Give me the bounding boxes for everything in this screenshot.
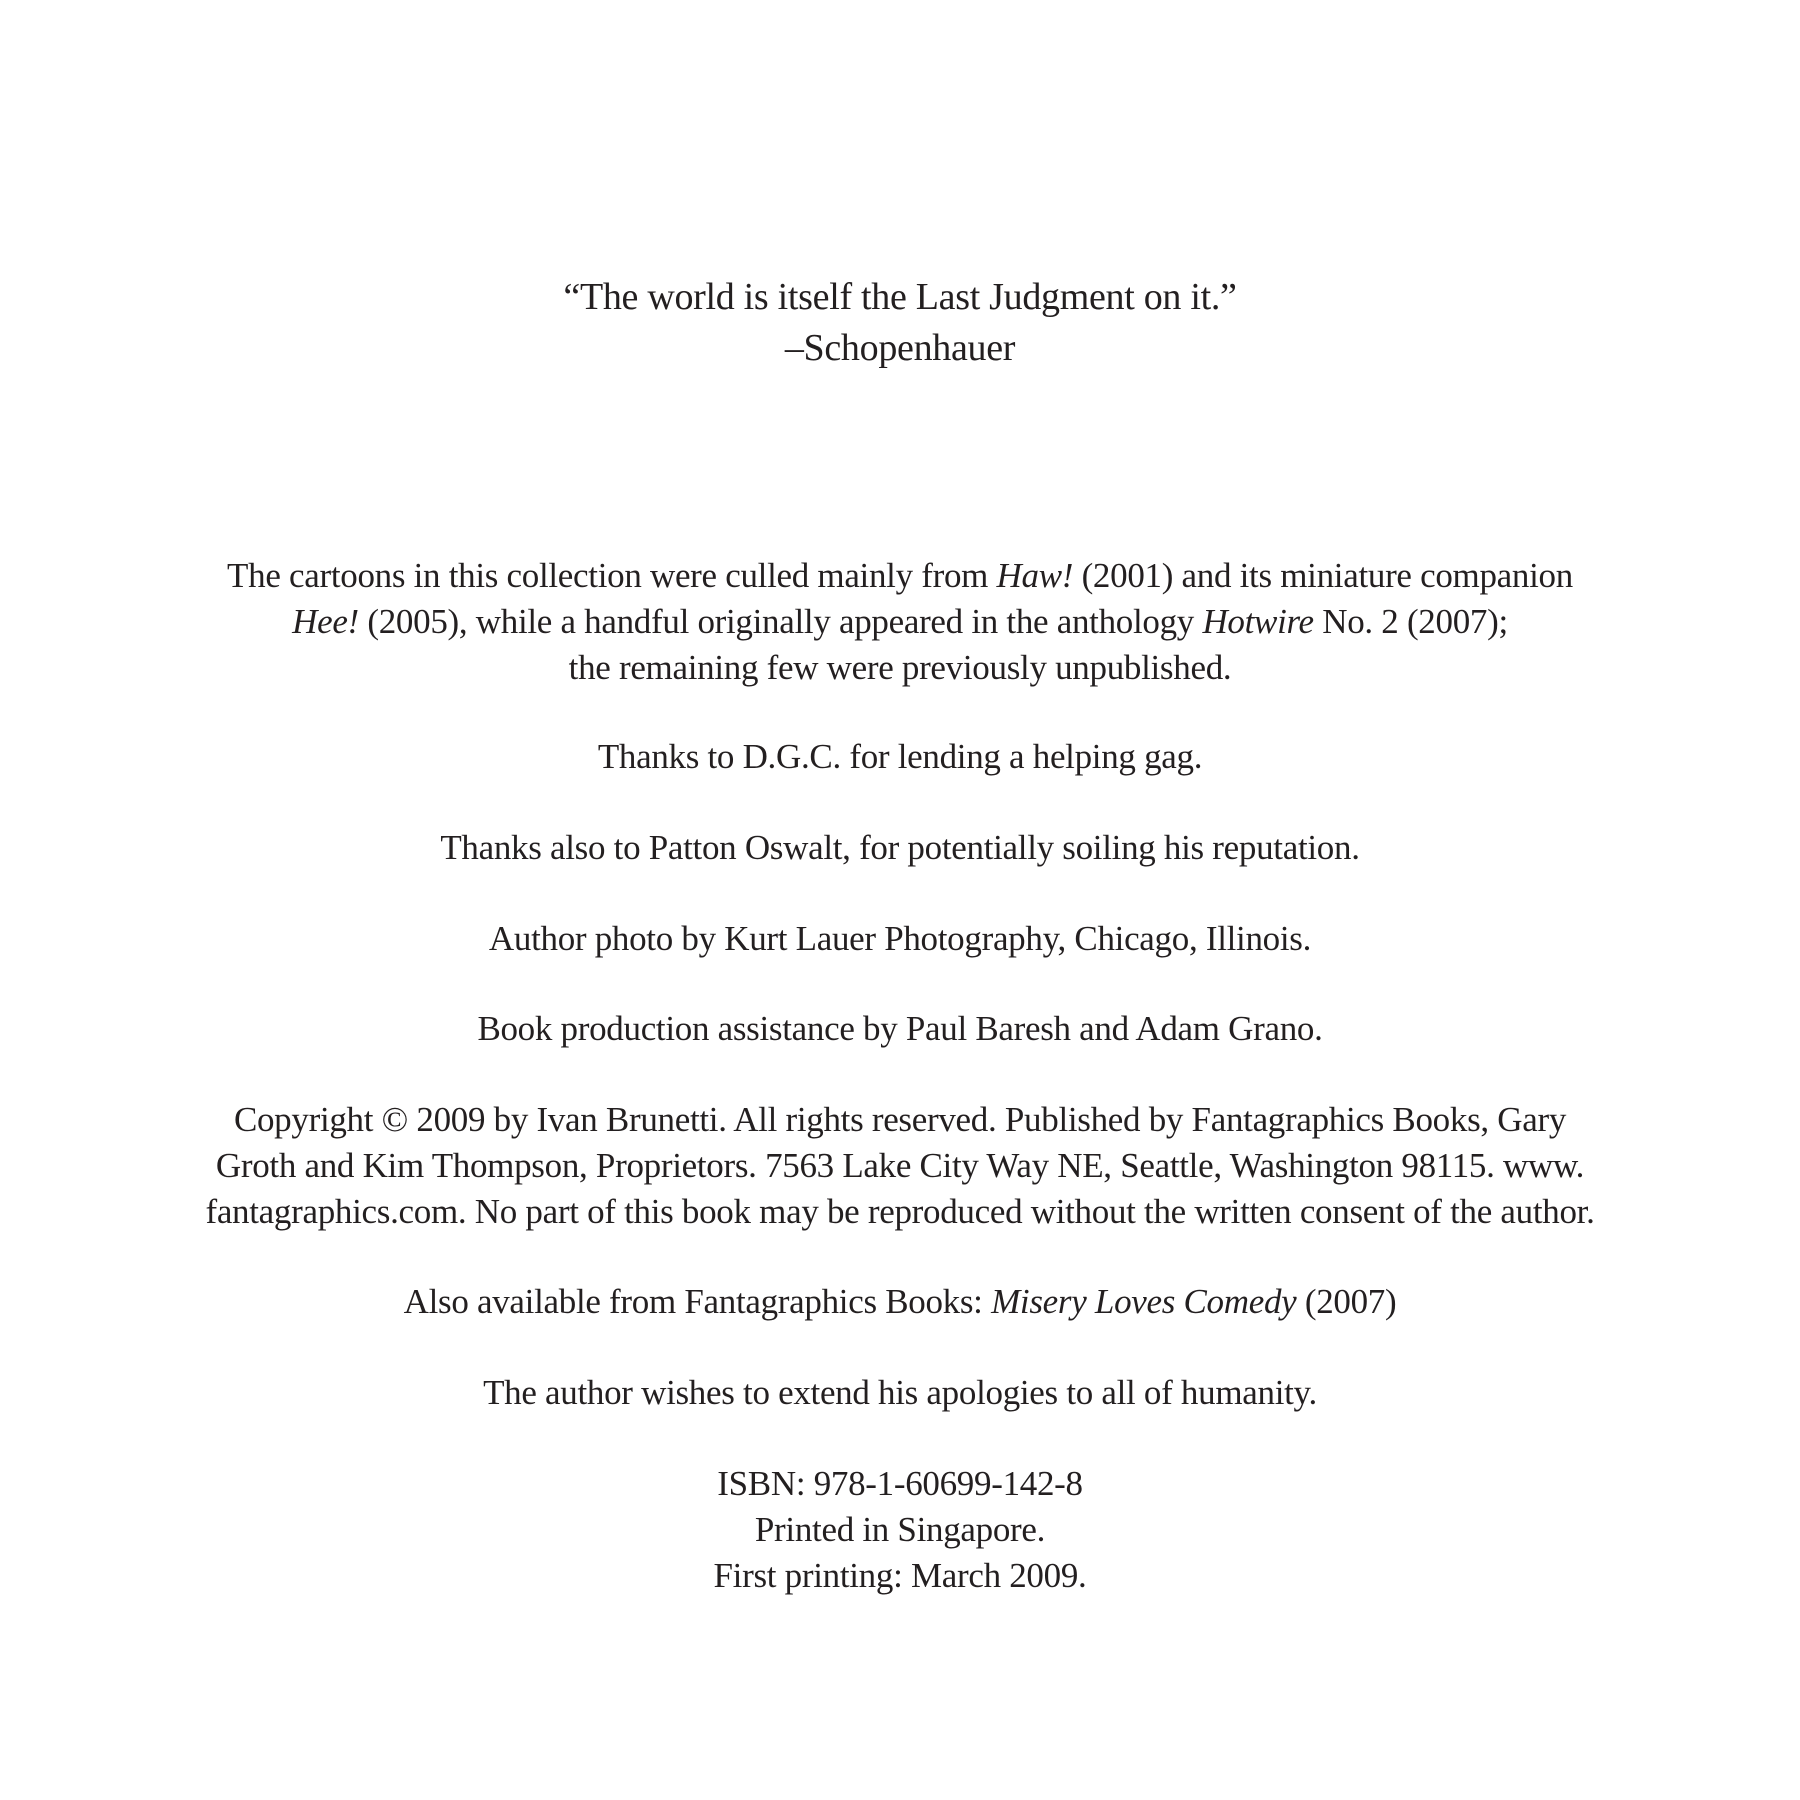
sources-paragraph [140, 553, 1660, 691]
copyright-line-1: Copyright © 2009 by Ivan Brunetti. All rights reserved. Published by Fantagraphics Books, Gary [233, 1100, 1567, 1139]
production-credit: Book production assistance by Paul Baresh and Adam Grano. [477, 1009, 1323, 1048]
book-title-hee: Hee! [292, 602, 359, 641]
copyright-line-3: fantagraphics.com. No part of this book may be reproduced without the written consent of the author. [205, 1192, 1595, 1231]
copyright-notice [140, 1097, 1660, 1235]
apologies: The author wishes to extend his apologies to all of humanity. [483, 1373, 1317, 1412]
thanks-dgc: Thanks to D.G.C. for lending a helping gag. [597, 737, 1203, 776]
publication-info [140, 1461, 1660, 1599]
epigraph-quote: “The world is itself the Last Judgment on it.” [563, 276, 1237, 318]
sources-text: (2005), while a handful originally appeared in the anthology [358, 602, 1203, 641]
first-printing: First printing: March 2009. [713, 1556, 1087, 1595]
isbn: ISBN: 978-1-60699-142-8 [717, 1464, 1083, 1503]
epigraph-attribution: –Schopenhauer [784, 327, 1016, 369]
sources-line-2 [140, 599, 1660, 645]
book-title-hotwire: Hotwire [1202, 602, 1314, 641]
printed-location: Printed in Singapore. [754, 1510, 1046, 1549]
sources-text: No. 2 (2007); [1313, 602, 1508, 641]
sources-text: The cartoons in this collection were culled mainly from [227, 556, 997, 595]
also-available-text: Also available from Fantagraphics Books: [403, 1282, 992, 1321]
sources-line-3: the remaining few were previously unpublished. [568, 648, 1232, 687]
book-title-misery: Misery Loves Comedy [991, 1282, 1297, 1321]
thanks-oswalt: Thanks also to Patton Oswalt, for potentially soiling his reputation. [440, 828, 1360, 867]
sources-line-1 [140, 553, 1660, 599]
book-title-haw: Haw! [996, 556, 1074, 595]
copyright-line-2: Groth and Kim Thompson, Proprietors. 7563 Lake City Way NE, Seattle, Washington 98115. www. [215, 1146, 1585, 1185]
also-available [140, 1279, 1660, 1325]
also-available-year: (2007) [1296, 1282, 1397, 1321]
sources-text: (2001) and its miniature companion [1073, 556, 1573, 595]
epigraph [140, 272, 1660, 374]
author-photo-credit: Author photo by Kurt Lauer Photography, Chicago, Illinois. [488, 919, 1312, 958]
